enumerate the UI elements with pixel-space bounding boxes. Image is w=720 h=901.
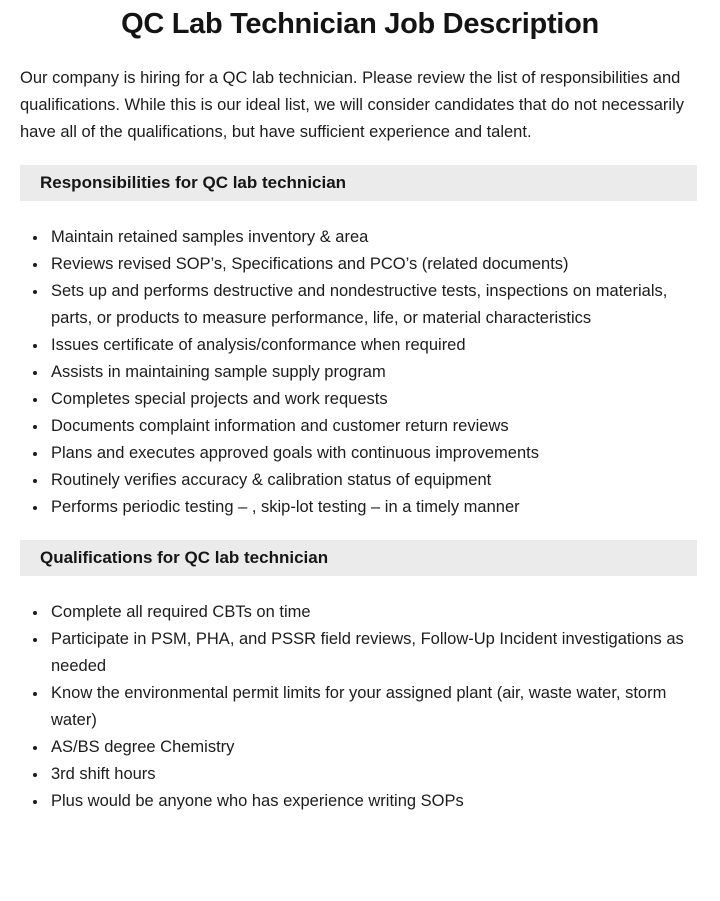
list-item: • Performs periodic testing – , skip-lot testing – in a timely manner xyxy=(48,494,690,521)
job-description-page xyxy=(0,6,720,901)
list-item: • Issues certificate of analysis/conformance when required xyxy=(48,332,690,359)
list-item: • Plans and executes approved goals with continuous improvements xyxy=(48,440,690,467)
list-item: • Plus would be anyone who has experience writing SOPs xyxy=(48,788,690,815)
list-item: • AS/BS degree Chemistry xyxy=(48,734,690,761)
section-heading-qualifications: Qualifications for QC lab technician xyxy=(20,540,697,576)
intro-paragraph: Our company is hiring for a QC lab technician. Please review the list of responsibilities and qualifications. While this is our ideal list, we will consider candidates that do not necessarily have all of the qualifications, but have sufficient experience and talent. xyxy=(20,69,684,141)
page-title: QC Lab Technician Job Description xyxy=(121,8,599,40)
list-item: • Routinely verifies accuracy & calibration status of equipment xyxy=(48,467,690,494)
list-item: • Assists in maintaining sample supply program xyxy=(48,359,690,386)
list-item: • Documents complaint information and customer return reviews xyxy=(48,413,690,440)
list-item: • Complete all required CBTs on time xyxy=(48,599,690,626)
responsibilities-list xyxy=(0,224,720,521)
list-item: • Completes special projects and work requests xyxy=(48,386,690,413)
list-item: • Know the environmental permit limits for your assigned plant (air, waste water, storm water) xyxy=(48,680,690,734)
list-item: • Maintain retained samples inventory & area xyxy=(48,224,690,251)
list-item: • Sets up and performs destructive and nondestructive tests, inspections on materials, parts, or products to measure performance, life, or material characteristics xyxy=(48,278,690,332)
list-item: • 3rd shift hours xyxy=(48,761,690,788)
list-item: • Participate in PSM, PHA, and PSSR field reviews, Follow-Up Incident investigations as needed xyxy=(48,626,690,680)
section-heading-responsibilities: Responsibilities for QC lab technician xyxy=(20,165,697,201)
qualifications-list xyxy=(0,599,720,815)
list-item: • Reviews revised SOP’s, Specifications and PCO’s (related documents) xyxy=(48,251,690,278)
